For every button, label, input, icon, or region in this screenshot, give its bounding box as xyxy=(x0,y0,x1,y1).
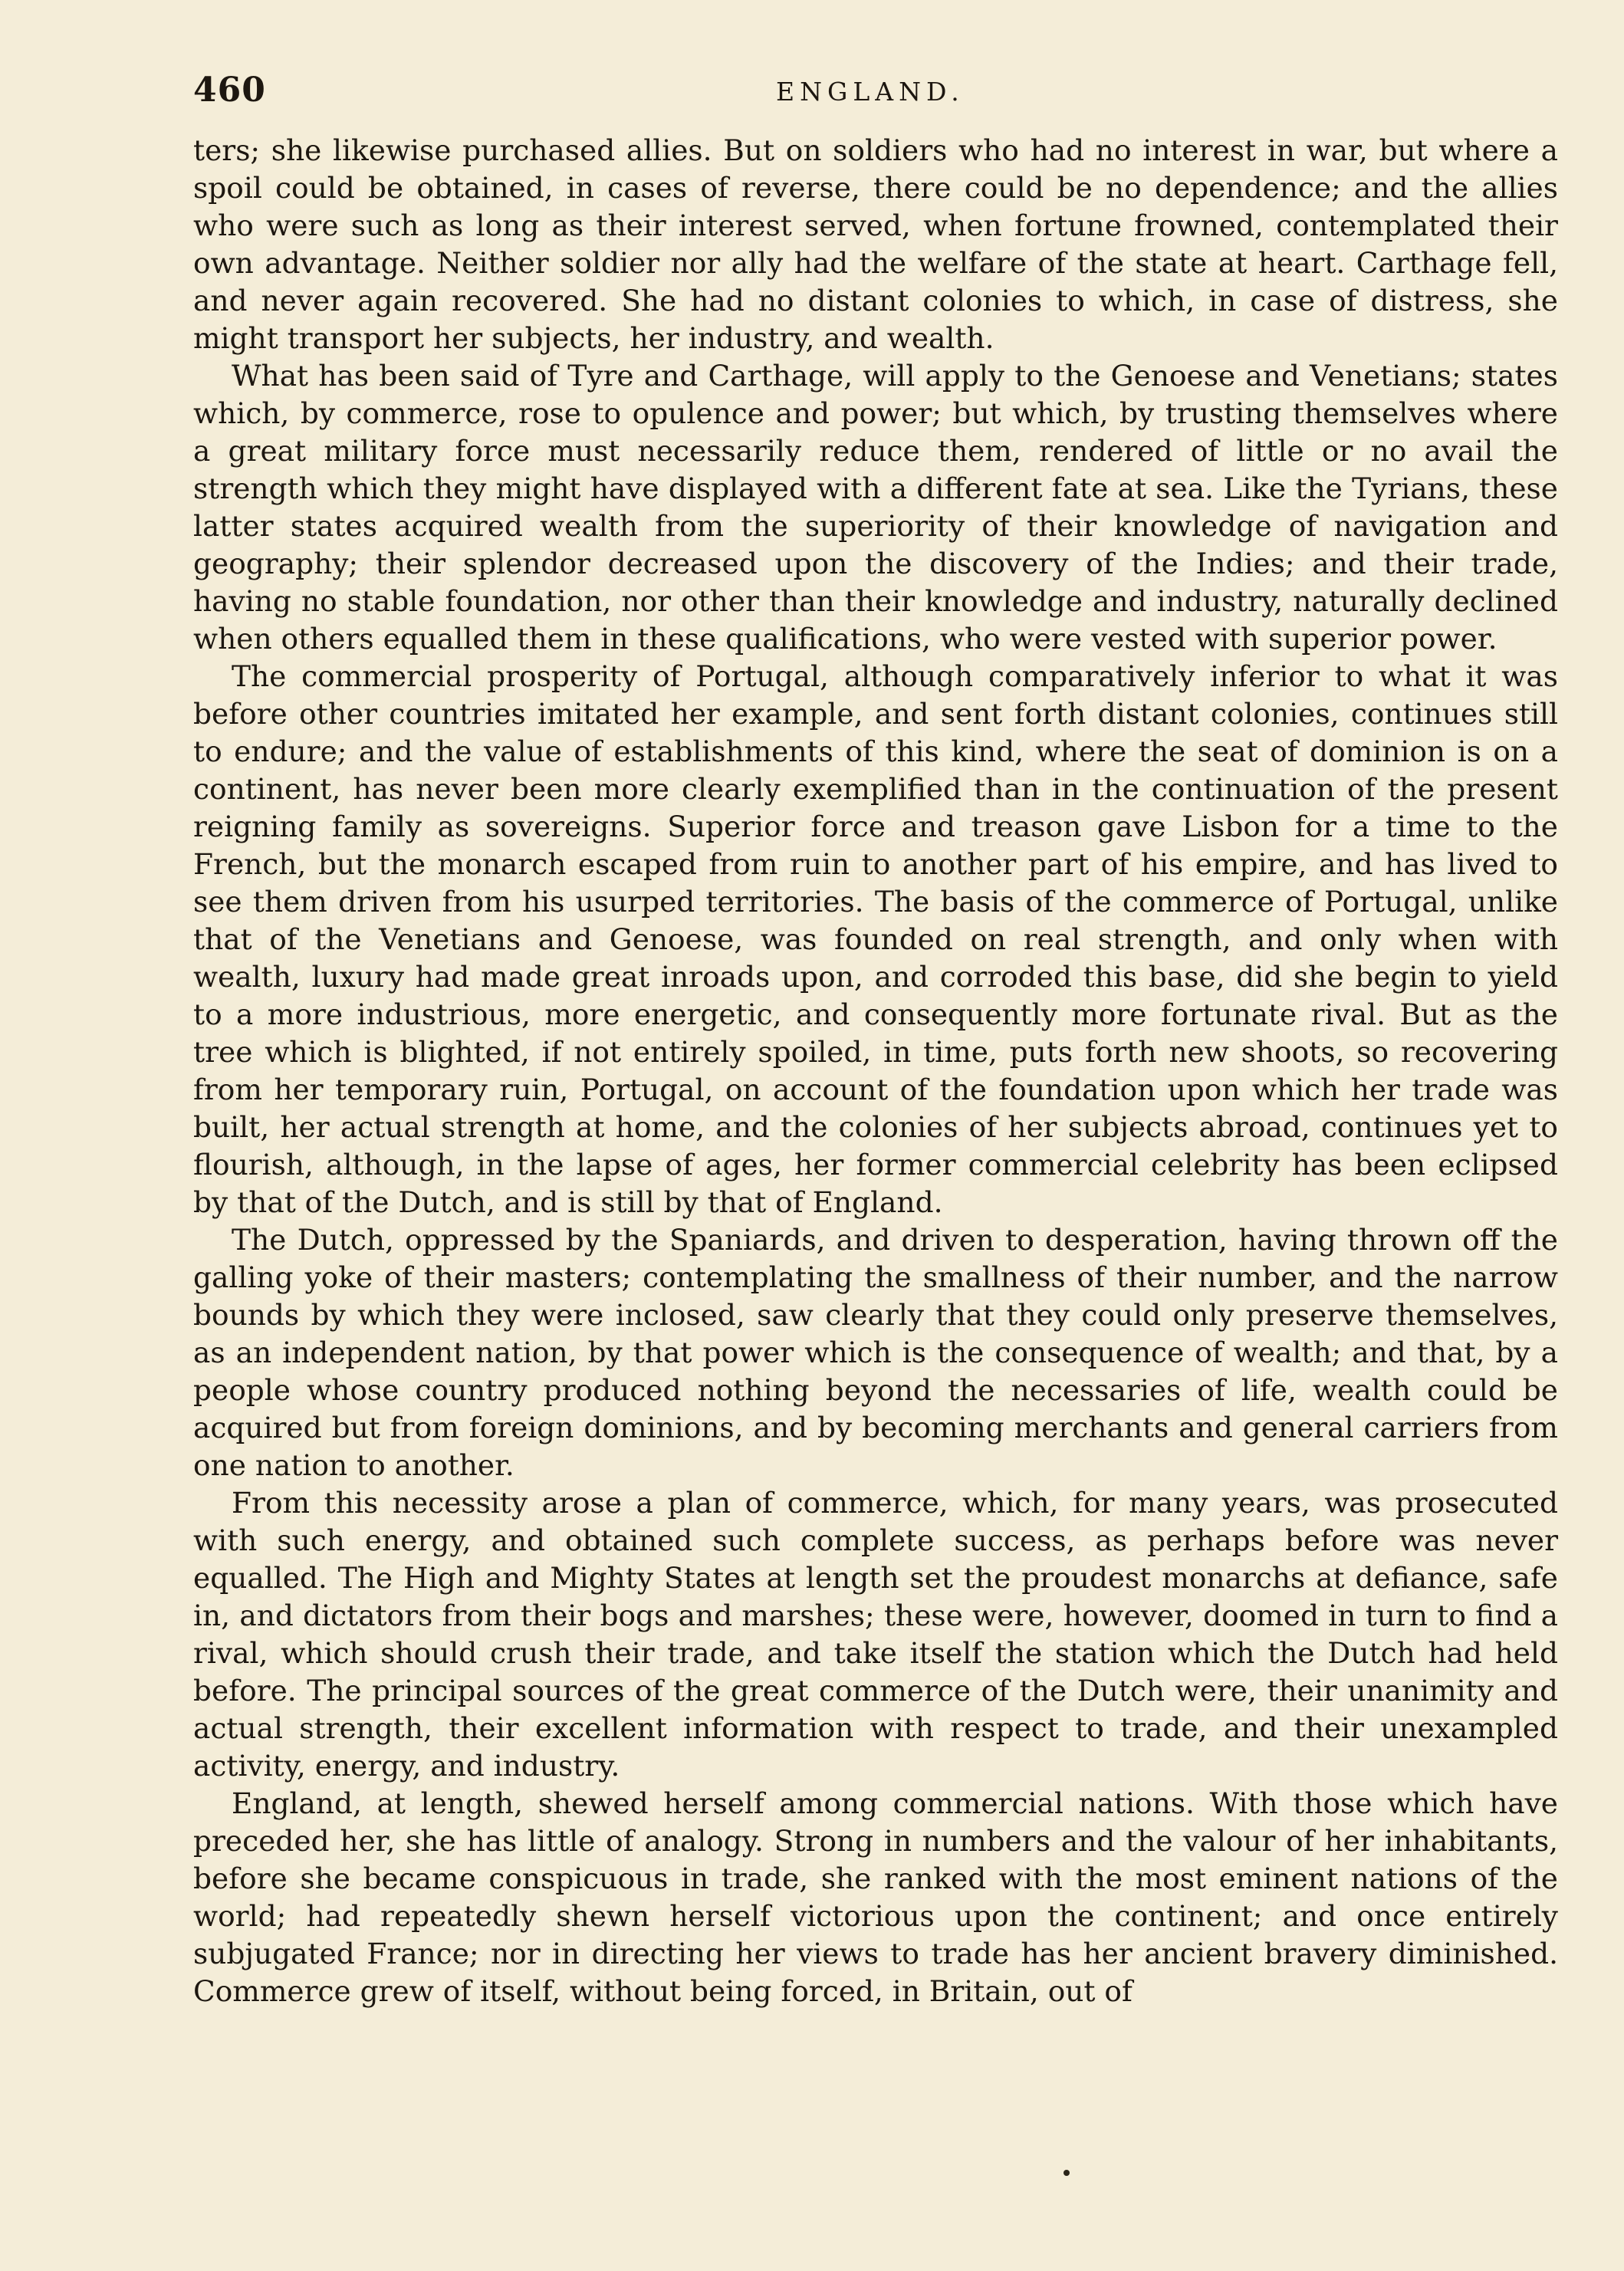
running-title: ENGLAND. xyxy=(776,77,965,107)
page-header xyxy=(193,71,1558,117)
paragraph-portugal: The commercial prosperity of Portugal, although comparatively inferior to what it was before other countries imitated her example, and sent forth distant colonies, continues still to endure; and the value of establishments of this kind, where the seat of dominion is on a continent, has never been more clearly exemplified than in the continuation of the present reigning family as sovereigns. Superior force and treason gave Lisbon for a time to the French, but the monarch escaped from ruin to another part of his empire, and has lived to see them driven from his usurped territories. The basis of the commerce of Portugal, unlike that of the Venetians and Genoese, was founded on real strength, and only when with wealth, luxury had made great inroads upon, and corroded this base, did she begin to yield to a more industrious, more energetic, and consequently more fortunate rival. But as the tree which is blighted, if not entirely spoiled, in time, puts forth new shoots, so recovering from her temporary ruin, Portugal, on account of the foundation upon which her trade was built, her actual strength at home, and the colonies of her subjects abroad, continues yet to flourish, although, in the lapse of ages, her former commercial celebrity has been eclipsed by that of the Dutch, and is still by that of England. xyxy=(193,659,1558,1219)
paragraph-england: England, at length, shewed herself among commercial nations. With those which have preceded her, she has little of analogy. Strong in numbers and the valour of her inhabitants, before she became conspicuous in trade, she ranked with the most eminent nations of the world; had repeatedly shewn herself victorious upon the continent; and once entirely subjugated France; nor in directing her views to trade has her ancient bravery diminished. Commerce grew of itself, without being forced, in Britain, out of xyxy=(193,1786,1558,2008)
paragraph-dutch: The Dutch, oppressed by the Spaniards, and driven to desperation, having thrown off the galling yoke of their masters; contemplating the smallness of their number, and the narrow bounds by which they were inclosed, saw clearly that they could only preserve themselves, as an independent nation, by that power which is the consequence of wealth; and that, by a people whose country produced nothing beyond the necessaries of life, wealth could be acquired but from foreign dominions, and by becoming merchants and general carriers from one nation to another. xyxy=(193,1223,1558,1482)
paragraph-tyre-carthage-continued: ters; she likewise purchased allies. But on soldiers who had no interest in war, but where a spoil could be obtained, in cases of reverse, there could be no dependence; and the allies who were such as long as their interest served, when fortune frowned, contemplated their own advantage. Neither soldier nor ally had the welfare of the state at heart. Carthage fell, and never again recovered. She had no distant colonies to which, in case of distress, she might transport her subjects, her industry, and wealth. xyxy=(193,133,1558,355)
body-text xyxy=(193,132,1558,2010)
paragraph-dutch-commerce: From this necessity arose a plan of commerce, which, for many years, was prosecuted with such energy, and obtained such complete success, as perhaps before was never equalled. The High and Mighty States at length set the proudest monarchs at defiance, safe in, and dictators from their bogs and marshes; these were, however, doomed in turn to find a rival, which should crush their trade, and take itself the station which the Dutch had held before. The principal sources of the great commerce of the Dutch were, their unanimity and actual strength, their excellent information with respect to trade, and their unexampled activity, energy, and industry. xyxy=(193,1486,1558,1783)
print-speck-mark xyxy=(1063,2170,1070,2176)
page-number: 460 xyxy=(193,71,266,110)
paragraph-genoese-venetians: What has been said of Tyre and Carthage, will apply to the Genoese and Venetians; states which, by commerce, rose to opulence and power; but which, by trusting themselves where a great military force must necessarily reduce them, rendered of little or no avail the strength which they might have displayed with a different fate at sea. Like the Tyrians, these latter states acquired wealth from the superiority of their knowledge of navigation and geography; their splendor decreased upon the discovery of the Indies; and their trade, having no stable foundation, nor other than their knowledge and industry, naturally declined when others equalled them in these qualifications, who were vested with superior power. xyxy=(193,359,1558,656)
